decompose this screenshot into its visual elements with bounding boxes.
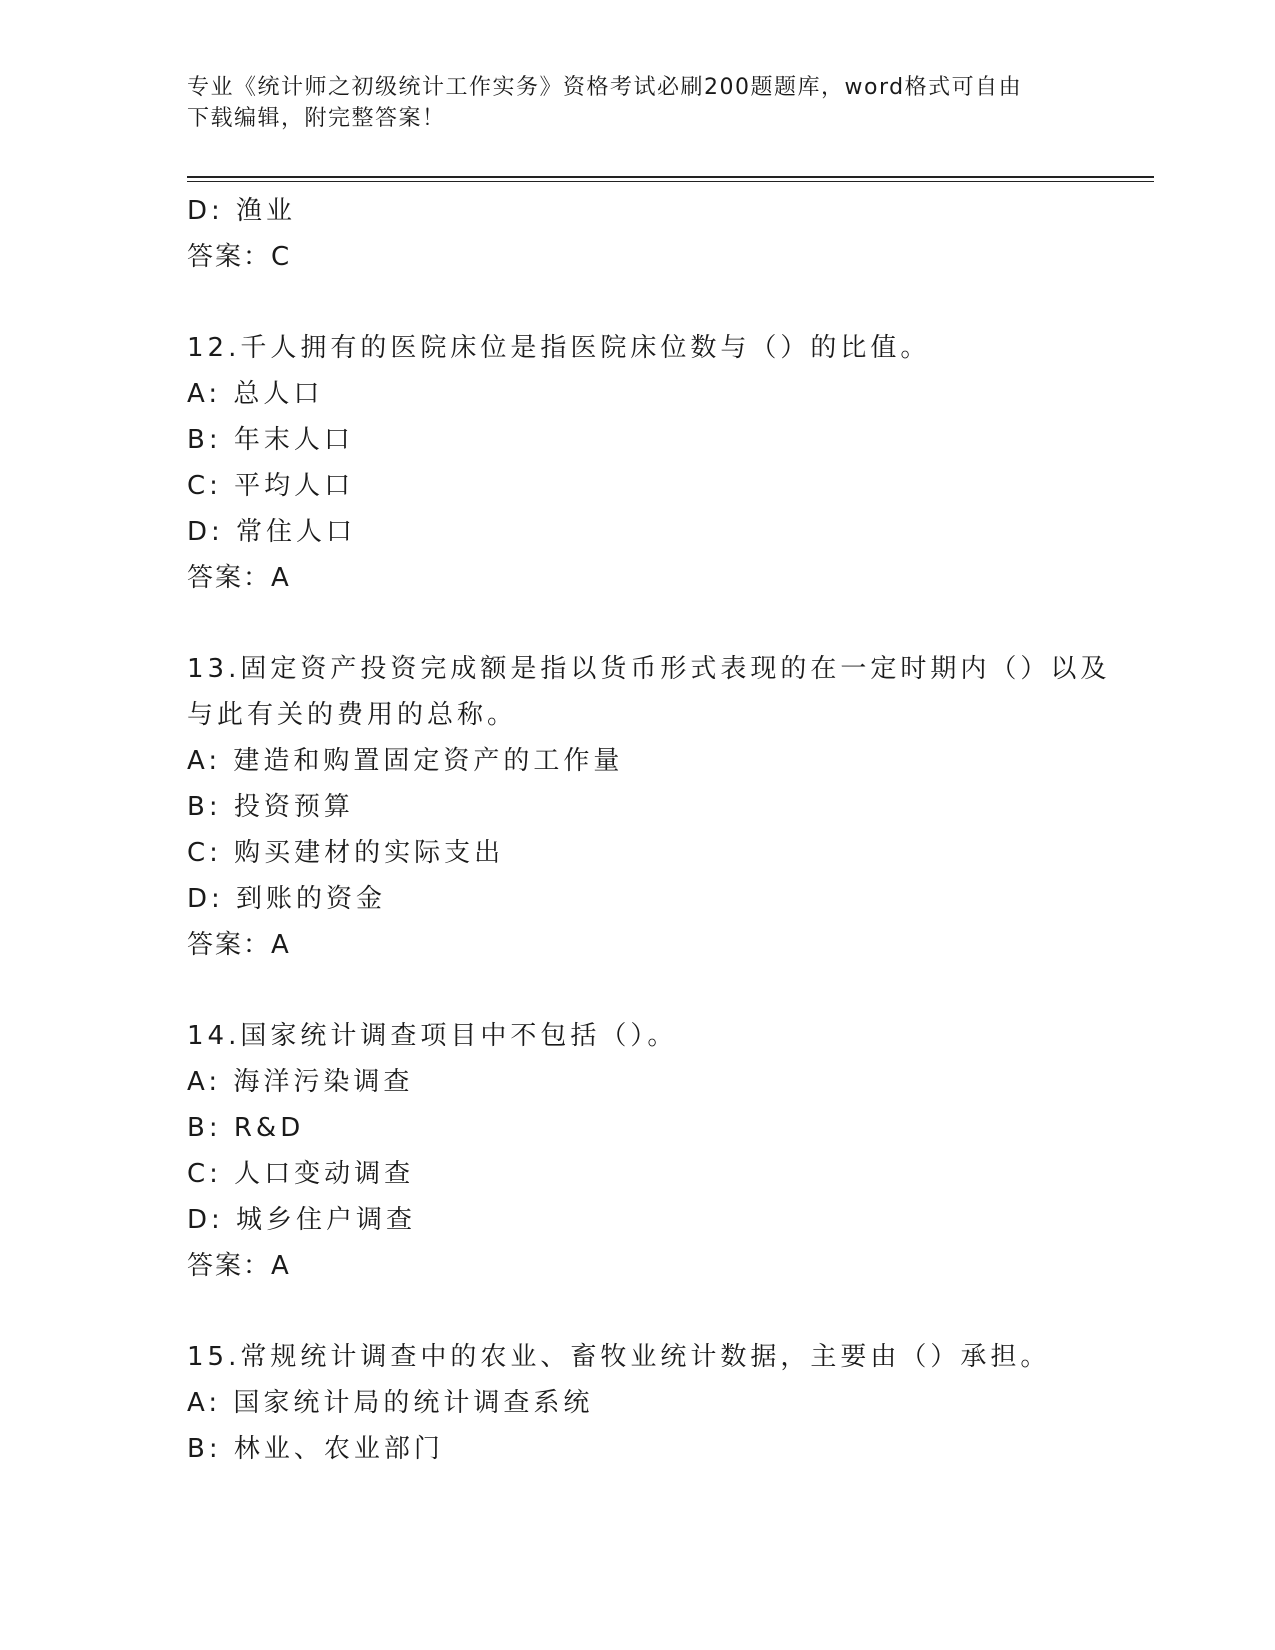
answer <box>187 1243 1087 1289</box>
question-12 <box>187 325 1087 601</box>
question-14 <box>187 1013 1087 1289</box>
question-13 <box>187 646 1111 968</box>
page-header <box>187 72 1087 134</box>
answer <box>187 234 1087 280</box>
question-stem-line-2: 与此有关的费用的总称。 <box>187 700 518 730</box>
question-stem-line-1: 13.固定资产投资完成额是指以货币形式表现的在一定时期内（）以及 <box>187 654 1111 684</box>
option-c: C: 购买建材的实际支出 <box>187 838 505 868</box>
answer <box>187 922 1087 968</box>
question-stem: 14.国家统计调查项目中不包括（）。 <box>187 1021 678 1051</box>
option-d: D: 到账的资金 <box>187 884 387 914</box>
answer-label: 答案： <box>187 563 272 593</box>
question-list <box>187 188 1111 1472</box>
header-title-line-2: 下载编辑，附完整答案！ <box>187 106 446 131</box>
option-b: B: 年末人口 <box>187 425 354 455</box>
question-11-continuation <box>187 188 1087 280</box>
header-title-line-1: 专业《统计师之初级统计工作实务》资格考试必刷200题题库，word格式可自由 <box>187 75 1023 100</box>
option-c: C: 平均人口 <box>187 471 355 501</box>
option-d: D: 常住人口 <box>187 517 357 547</box>
option-b: B: R&D <box>187 1113 305 1143</box>
answer-value: A <box>271 1251 290 1281</box>
option-d: D: 渔业 <box>187 196 297 226</box>
answer-value: A <box>271 930 290 960</box>
answer-value: C <box>271 242 291 272</box>
option-b: B: 林业、农业部门 <box>187 1434 444 1464</box>
answer-label: 答案： <box>187 1251 272 1281</box>
answer <box>187 555 1087 601</box>
answer-label: 答案： <box>187 242 272 272</box>
question-stem: 15.常规统计调查中的农业、畜牧业统计数据，主要由（）承担。 <box>187 1342 1051 1372</box>
question-15 <box>187 1334 1087 1472</box>
answer-label: 答案： <box>187 930 272 960</box>
answer-value: A <box>271 563 290 593</box>
option-a: A: 海洋污染调查 <box>187 1067 414 1097</box>
question-stem: 12.千人拥有的医院床位是指医院床位数与（）的比值。 <box>187 333 931 363</box>
option-b: B: 投资预算 <box>187 792 354 822</box>
option-c: C: 人口变动调查 <box>187 1159 415 1189</box>
option-d: D: 城乡住户调查 <box>187 1205 417 1235</box>
option-a: A: 建造和购置固定资产的工作量 <box>187 746 624 776</box>
option-a: A: 总人口 <box>187 379 324 409</box>
header-divider-thick <box>187 176 1154 178</box>
option-a: A: 国家统计局的统计调查系统 <box>187 1388 594 1418</box>
header-divider-thin <box>187 181 1154 182</box>
